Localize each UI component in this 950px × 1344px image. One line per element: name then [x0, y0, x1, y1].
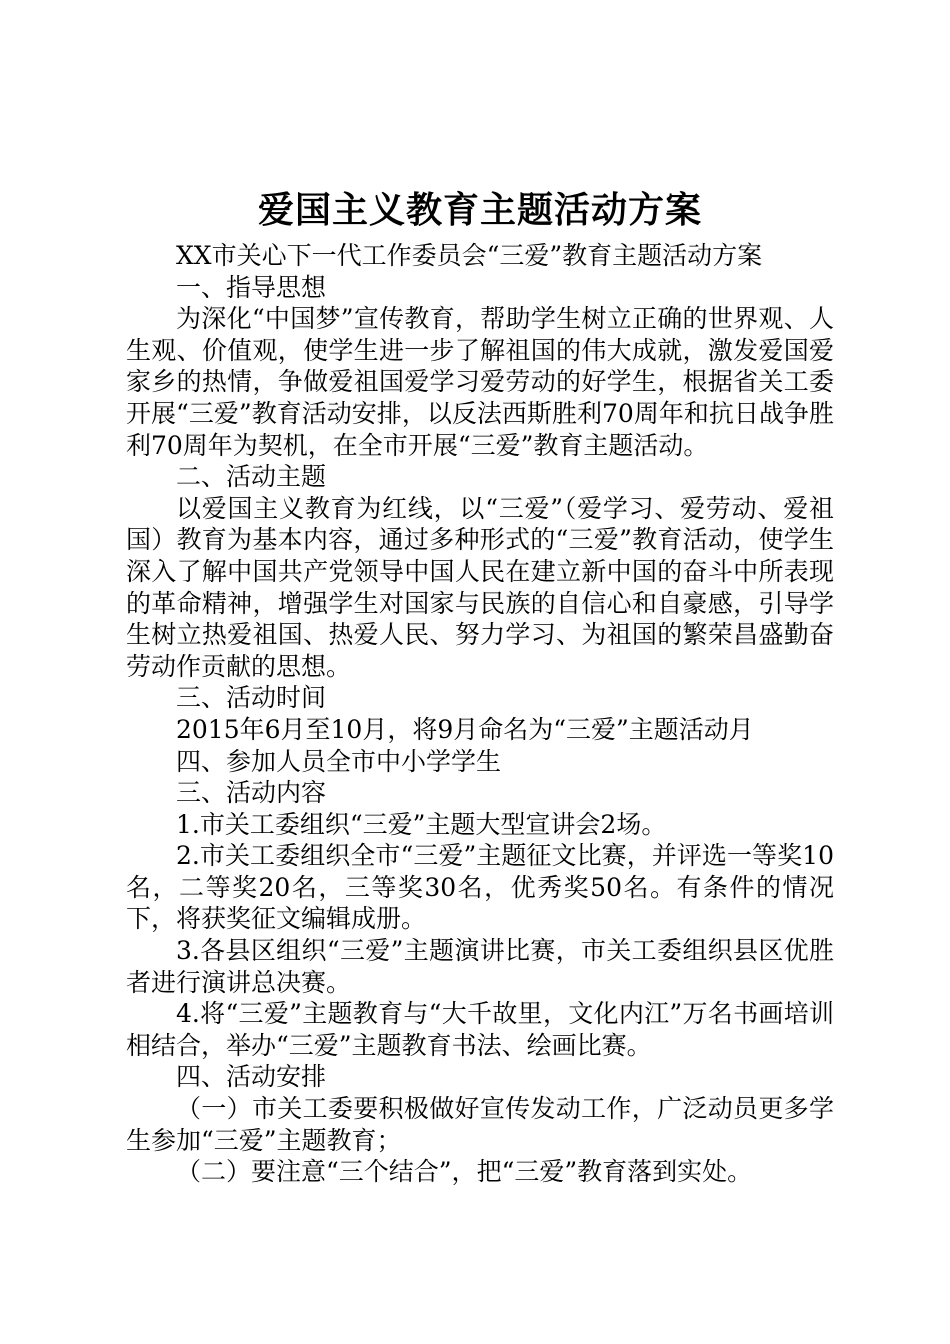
section-heading: 二、活动主题 [176, 462, 327, 492]
section-heading: 三、活动内容 [176, 778, 327, 808]
list-item: 4.将“三爱”主题教育与“大千故里，文化内江”万名书画培训相结合，举办“三爱”主题教育书法、绘画比赛。 [126, 999, 834, 1060]
list-item: （二）要注意“三个结合”，把“三爱”教育落到实处。 [176, 1157, 753, 1187]
body-paragraph: 2015年6月至10月，将9月命名为“三爱”主题活动月 [176, 714, 754, 744]
body-paragraph: 以爱国主义教育为红线，以“三爱”（爱学习、爱劳动、爱祖国）教育为基本内容，通过多种形式的“三爱”教育活动，使学生深入了解中国共产党领导中国人民在建立新中国的奋斗中所表现的革命精神，增强学生对国家与民族的自信心和自豪感，引导学生树立热爱祖国、热爱人民、努力学习、为祖国的繁荣昌盛勤奋劳动作贡献的思想。 [126, 493, 834, 681]
document-page [126, 180, 834, 1188]
subtitle-paragraph: XX市关心下一代工作委员会“三爱”教育主题活动方案 [176, 241, 763, 270]
list-item: 3.各县区组织“三爱”主题演讲比赛，市关工委组织县区优胜者进行演讲总决赛。 [126, 936, 834, 997]
list-item: 2.市关工委组织全市“三爱”主题征文比赛，并评选一等奖10名，二等奖20名，三等奖30名，优秀奖50名。有条件的情况下，将获奖征文编辑成册。 [126, 841, 834, 934]
body-paragraph: 为深化“中国梦”宣传教育，帮助学生树立正确的世界观、人生观、价值观，使学生进一步了解祖国的伟大成就，激发爱国爱家乡的热情，争做爱祖国爱学习爱劳动的好学生，根据省关工委开展“三爱”教育活动安排，以反法西斯胜利70周年和抗日战争胜利70周年为契机，在全市开展“三爱”教育主题活动。 [126, 304, 834, 460]
list-item: （一）市关工委要积极做好宣传发动工作，广泛动员更多学生参加“三爱”主题教育； [126, 1094, 834, 1155]
list-item: 1.市关工委组织“三爱”主题大型宣讲会2场。 [176, 809, 667, 839]
section-heading: 四、参加人员全市中小学学生 [176, 746, 502, 776]
document-title: 爱国主义教育主题活动方案 [257, 189, 702, 231]
section-heading: 一、指导思想 [176, 272, 327, 302]
document-body [126, 240, 834, 1188]
section-heading: 三、活动时间 [176, 683, 327, 713]
section-heading: 四、活动安排 [176, 1062, 327, 1092]
